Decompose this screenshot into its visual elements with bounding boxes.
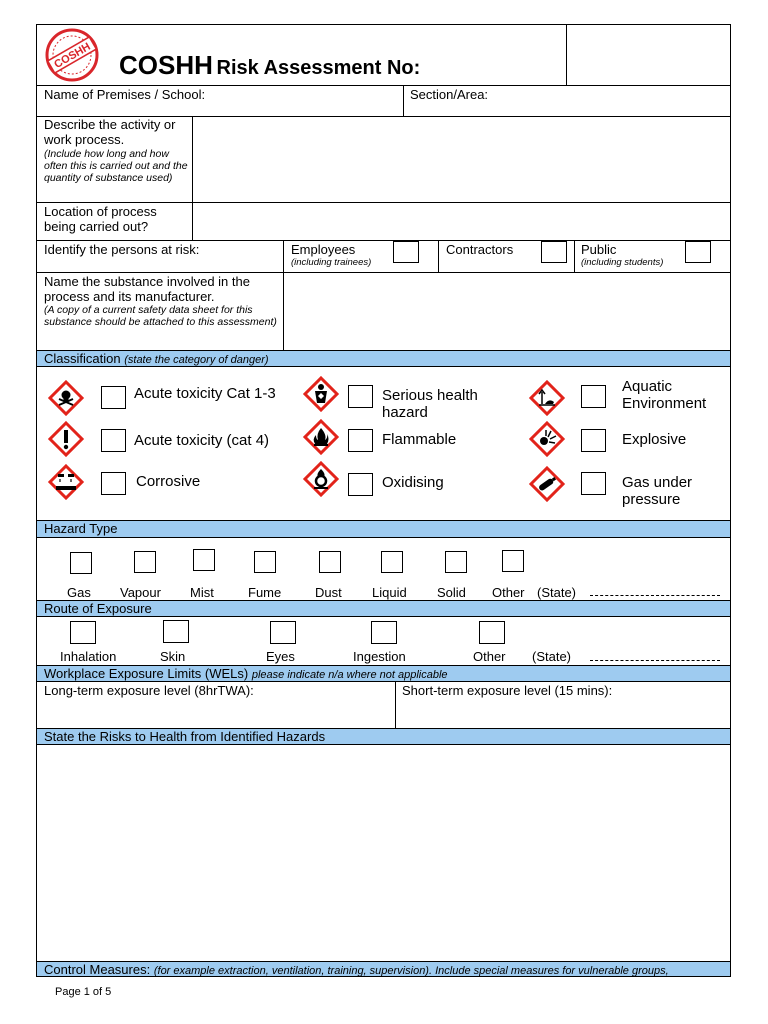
risks-heading: State the Risks to Health from Identified Hazards (37, 728, 730, 745)
page-number: Page 1 of 5 (55, 986, 112, 998)
location-label: Location of process being carried out? (44, 204, 157, 234)
classification-label: Flammable (382, 431, 457, 448)
exclamation-icon (48, 421, 84, 457)
gas-pressure-checkbox[interactable] (581, 472, 606, 495)
hazard-label: Other (492, 585, 525, 600)
activity-note: (Include how long and how often this is carried out and the quantity of substance used) (44, 148, 188, 184)
divider (36, 240, 731, 241)
solid-checkbox[interactable] (445, 551, 467, 573)
divider (283, 240, 284, 351)
acute-toxicity-checkbox[interactable] (101, 386, 126, 409)
dust-checkbox[interactable] (319, 551, 341, 573)
premises-label: Name of Premises / School: (44, 87, 206, 102)
contractors-label: Contractors (446, 242, 514, 257)
divider (36, 272, 731, 273)
public-label: Public (581, 242, 617, 257)
flame-icon (303, 419, 339, 455)
classification-label: Acute toxicity (cat 4) (134, 432, 270, 449)
hazard-state-label: (State) (537, 585, 577, 600)
corrosion-icon (48, 464, 84, 500)
substance-label: Name the substance involved in the process and its manufacturer. (44, 274, 250, 304)
employees-label: Employees (291, 242, 356, 257)
wel-heading: Workplace Exposure Limits (WELs) please indicate n/a where not applicable (37, 665, 730, 682)
divider (36, 85, 731, 86)
classification-label: Aquatic Environment (622, 378, 707, 412)
title-bold: COSHH (119, 50, 213, 80)
persons-label: Identify the persons at risk: (44, 242, 200, 257)
route-label: Skin (160, 649, 186, 664)
corrosive-checkbox[interactable] (101, 472, 126, 495)
route-label: Other (473, 649, 506, 664)
contractors-checkbox[interactable] (541, 241, 567, 263)
flame-over-circle-icon (303, 461, 339, 497)
divider (403, 85, 404, 116)
oxidising-checkbox[interactable] (348, 473, 373, 496)
divider (574, 240, 575, 272)
hazard-label: Fume (248, 585, 282, 600)
classification-label: Gas under pressure (622, 474, 693, 508)
route-other-line[interactable] (590, 660, 720, 661)
skin-checkbox[interactable] (163, 620, 189, 643)
employees-note: (including trainees) (291, 257, 372, 268)
exploding-bomb-icon (529, 421, 565, 457)
eyes-checkbox[interactable] (270, 621, 296, 644)
short-term-label: Short-term exposure level (15 mins): (402, 683, 613, 698)
other-checkbox[interactable] (502, 550, 524, 572)
hazard-other-line[interactable] (590, 595, 720, 596)
classification-label: Explosive (622, 431, 687, 448)
coshh-logo (42, 27, 102, 83)
skull-crossbones-icon (48, 380, 84, 416)
environment-icon (529, 380, 565, 416)
vapour-checkbox[interactable] (134, 551, 156, 573)
route-label: Eyes (266, 649, 295, 664)
explosive-checkbox[interactable] (581, 429, 606, 452)
flammable-checkbox[interactable] (348, 429, 373, 452)
hazard-label: Mist (190, 585, 214, 600)
hazard-label: Liquid (372, 585, 407, 600)
page-title (119, 50, 420, 85)
hazard-label: Dust (315, 585, 342, 600)
hazard-type-heading: Hazard Type (37, 520, 730, 538)
hazard-label: Vapour (120, 585, 161, 600)
health-hazard-icon (303, 376, 339, 412)
route-label: Ingestion (353, 649, 406, 664)
gas-cylinder-icon (529, 466, 565, 502)
risks-text-area[interactable] (37, 745, 730, 961)
divider (566, 24, 567, 85)
title-rest: Risk Assessment No: (216, 57, 421, 79)
mist-checkbox[interactable] (193, 549, 215, 571)
inhalation-checkbox[interactable] (70, 621, 96, 644)
divider (192, 116, 193, 240)
route-label: Inhalation (60, 649, 117, 664)
classification-label: Oxidising (382, 474, 444, 491)
ingestion-checkbox[interactable] (371, 621, 397, 644)
divider (438, 240, 439, 272)
classification-label: Serious health hazard (382, 387, 478, 421)
liquid-checkbox[interactable] (381, 551, 403, 573)
gas-checkbox[interactable] (70, 552, 92, 574)
acute-toxicity-cat4-checkbox[interactable] (101, 429, 126, 452)
hazard-label: Gas (67, 585, 91, 600)
logo-text: COSHH (52, 40, 93, 71)
classification-label: Corrosive (136, 473, 201, 490)
route-other-checkbox[interactable] (479, 621, 505, 644)
classification-label: Acute toxicity Cat 1-3 (134, 385, 276, 402)
divider (36, 202, 731, 203)
serious-health-checkbox[interactable] (348, 385, 373, 408)
classification-heading: Classification (state the category of danger) (37, 350, 730, 367)
employees-checkbox[interactable] (393, 241, 419, 263)
fume-checkbox[interactable] (254, 551, 276, 573)
hazard-label: Solid (437, 585, 466, 600)
divider (395, 681, 396, 728)
activity-label: Describe the activity or work process. (44, 117, 176, 147)
section-label: Section/Area: (410, 87, 489, 102)
control-heading: Control Measures: (for example extraction, ventilation, training, supervision). Include special measures for vulnerable groups, (37, 961, 730, 977)
long-term-label: Long-term exposure level (8hrTWA): (44, 683, 254, 698)
aquatic-checkbox[interactable] (581, 385, 606, 408)
substance-note: (A copy of a current safety data sheet for this substance should be attached to this assessment) (44, 304, 277, 328)
route-state-label: (State) (532, 649, 572, 664)
route-heading: Route of Exposure (37, 600, 730, 617)
public-note: (including students) (581, 257, 664, 268)
public-checkbox[interactable] (685, 241, 711, 263)
